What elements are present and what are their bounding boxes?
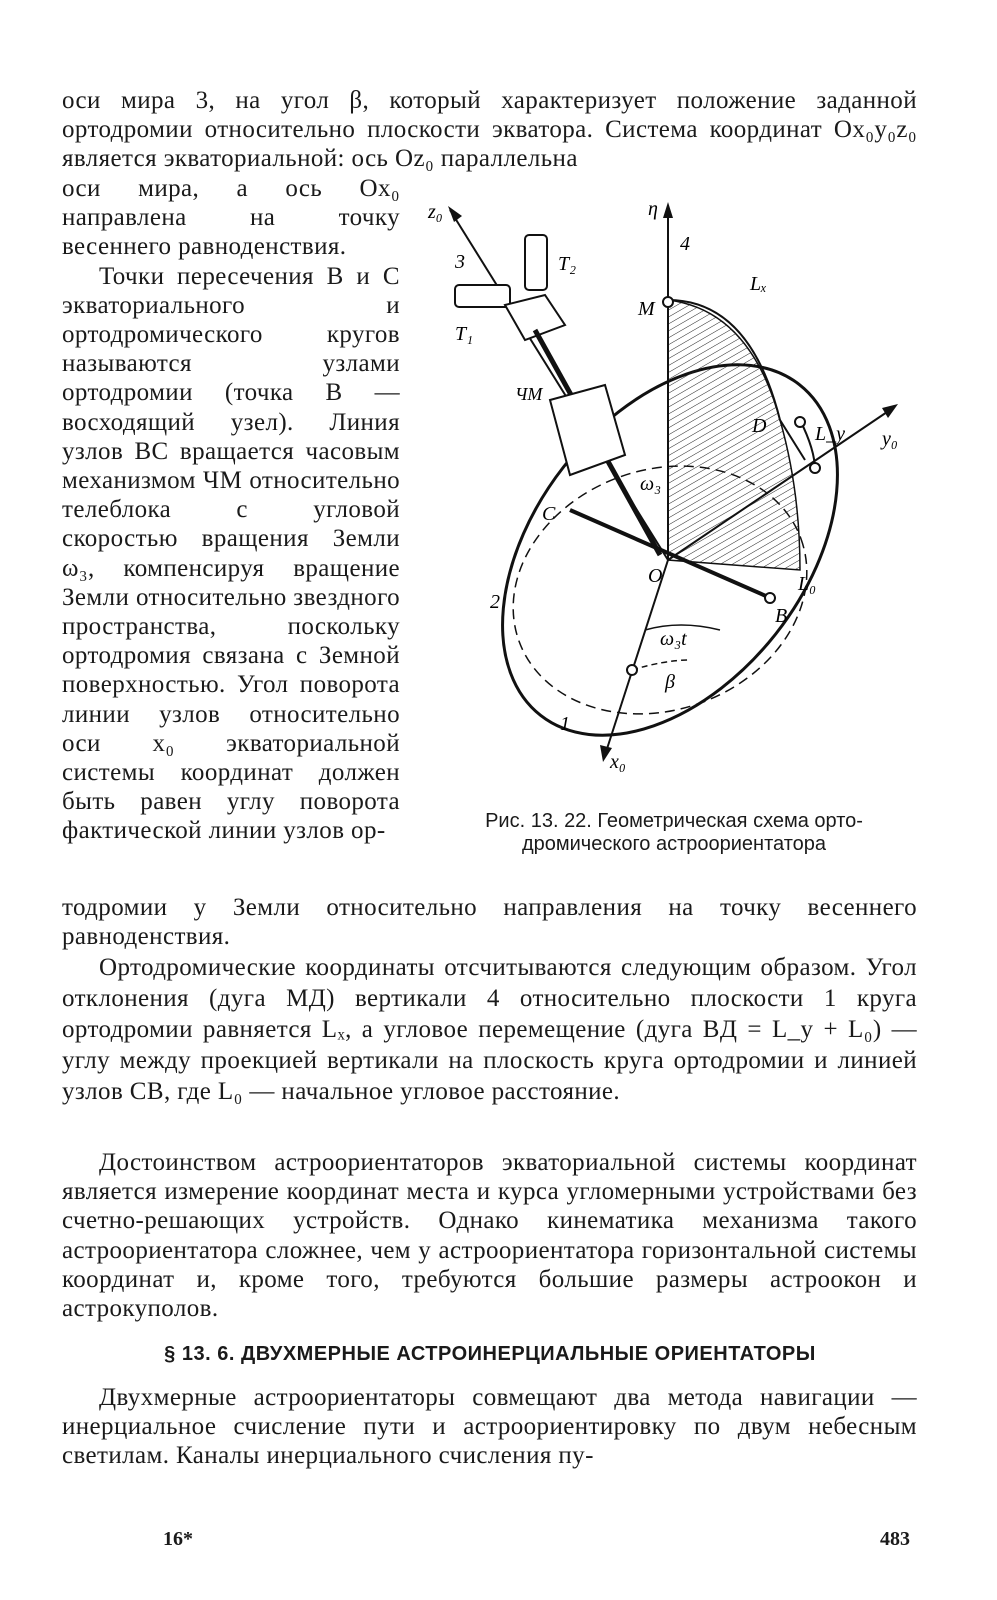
label-3: 3: [455, 251, 465, 273]
z0-arrow: [448, 206, 462, 222]
label-beta: β: [665, 671, 675, 693]
label-b: B: [775, 605, 788, 627]
label-omega: ω₃: [640, 473, 662, 495]
label-t1: T₁: [455, 323, 474, 345]
label-c: C: [542, 503, 556, 525]
label-ly: L_y: [815, 423, 845, 445]
orthodromic-diagram: [420, 190, 930, 790]
figure-caption: [440, 810, 908, 856]
y0-arrow: [882, 404, 898, 418]
label-t2: T₂: [558, 253, 577, 275]
footer-signature: 16*: [163, 1528, 193, 1550]
telescope-t1: [455, 285, 510, 307]
paragraph-2: Точки пересечения B и C экваториального и ортодромического кругов называются узлами ортодромии (точка B — восходящий узел). Линия узлов BC вращается часовым механизмом ЧМ относительно телеблока с угловой скоростью вращения Земли ω₃, компенсируя вращение Земли относительно звездного пространства, поскольку ортодромия связана с Земной поверхностью. Угол поворота линии узлов относительно оси x₀ экваториальной системы координат должен быть равен углу поворота фактической линии узлов ор-: [62, 262, 400, 845]
paragraph-4-block: [62, 1148, 917, 1323]
label-d: D: [752, 415, 767, 437]
label-lx: Lₓ: [750, 273, 767, 295]
paragraph-1-continued: оси мира, а ось Ox₀ направлена на точку весеннего равноденствия.: [62, 175, 400, 261]
label-m: M: [638, 298, 655, 320]
label-4: 4: [680, 233, 690, 255]
hatched-sector: [668, 300, 800, 570]
point-x-intersection: [627, 665, 637, 675]
point-m: [663, 297, 673, 307]
point-y-intersection: [810, 463, 820, 473]
paragraph-4: Достоинством астроориентаторов экваториальной системы координат является измерение координат места и курса угломерными устройствами без счетно-решающих устройств. Однако кинематика механизма такого астроориентатора сложнее, чем у астроориентатора горизонтальной системы координат и, кроме того, требуются большие размеры астроокон и астрокуполов.: [62, 1149, 917, 1323]
label-2: 2: [490, 591, 500, 613]
label-eta: η: [648, 198, 658, 220]
label-chm: ЧМ: [515, 384, 543, 404]
x0-axis: [605, 560, 668, 755]
paragraph-5-block: [62, 1383, 917, 1471]
label-l0: L₀: [798, 573, 817, 595]
page-number: 483: [880, 1528, 910, 1550]
paragraph-5: Двухмерные астроориентаторы совмещают два метода навигации — инерциальное счисление пути и астроориентировку по двум небесным светилам. Каналы инерциального счисления пу-: [62, 1384, 917, 1470]
section-heading: § 13. 6. ДВУХМЕРНЫЕ АСТРОИНЕРЦИАЛЬНЫЕ ОРИЕНТАТОРЫ: [164, 1343, 816, 1365]
label-y0: y₀: [882, 428, 898, 450]
label-omega-t: ω₃t: [660, 628, 687, 650]
paragraph-1: оси мира 3, на угол β, который характеризует положение заданной ортодромии относительно плоскости экватора. Система координат Ox₀y₀z₀ является экваториальной: ось Oz₀ параллельна: [62, 87, 917, 173]
caption-line-2: дромического астроориентатора: [521, 833, 827, 855]
figure-orthodromic-scheme: [420, 190, 930, 790]
beta-arc: [632, 660, 690, 670]
telescope-t2: [525, 235, 547, 290]
caption-line-1: Рис. 13. 22. Геометрическая схема орто-: [485, 810, 863, 832]
paragraph-top: [62, 86, 917, 174]
label-o: O: [648, 565, 663, 587]
point-b: [765, 593, 775, 603]
label-z0: z₀: [428, 201, 443, 223]
paragraph-3-block: [62, 952, 917, 1107]
paragraph-2-continued: тодромии у Земли относительно направления на точку весеннего равноденствия.: [62, 894, 917, 951]
eta-arrow: [663, 202, 673, 218]
clock-mechanism: [550, 385, 625, 475]
paragraph-left-column: [62, 174, 400, 846]
label-1: 1: [560, 713, 570, 735]
label-x0: x₀: [610, 751, 626, 773]
paragraph-3: Ортодромические координаты отсчитываются следующим образом. Угол отклонения (дуга МД) вертикали 4 относительно плоскости 1 круга ортодромии равняется Lₓ, а угловое перемещение (дуга BД = L_y + L₀) — углу между проекцией вертикали на плоскость круга ортодромии и линией узлов CB, где L₀ — начальное угловое расстояние.: [62, 954, 917, 1105]
paragraph-2-tail-block: [62, 893, 917, 951]
point-d: [795, 417, 805, 427]
